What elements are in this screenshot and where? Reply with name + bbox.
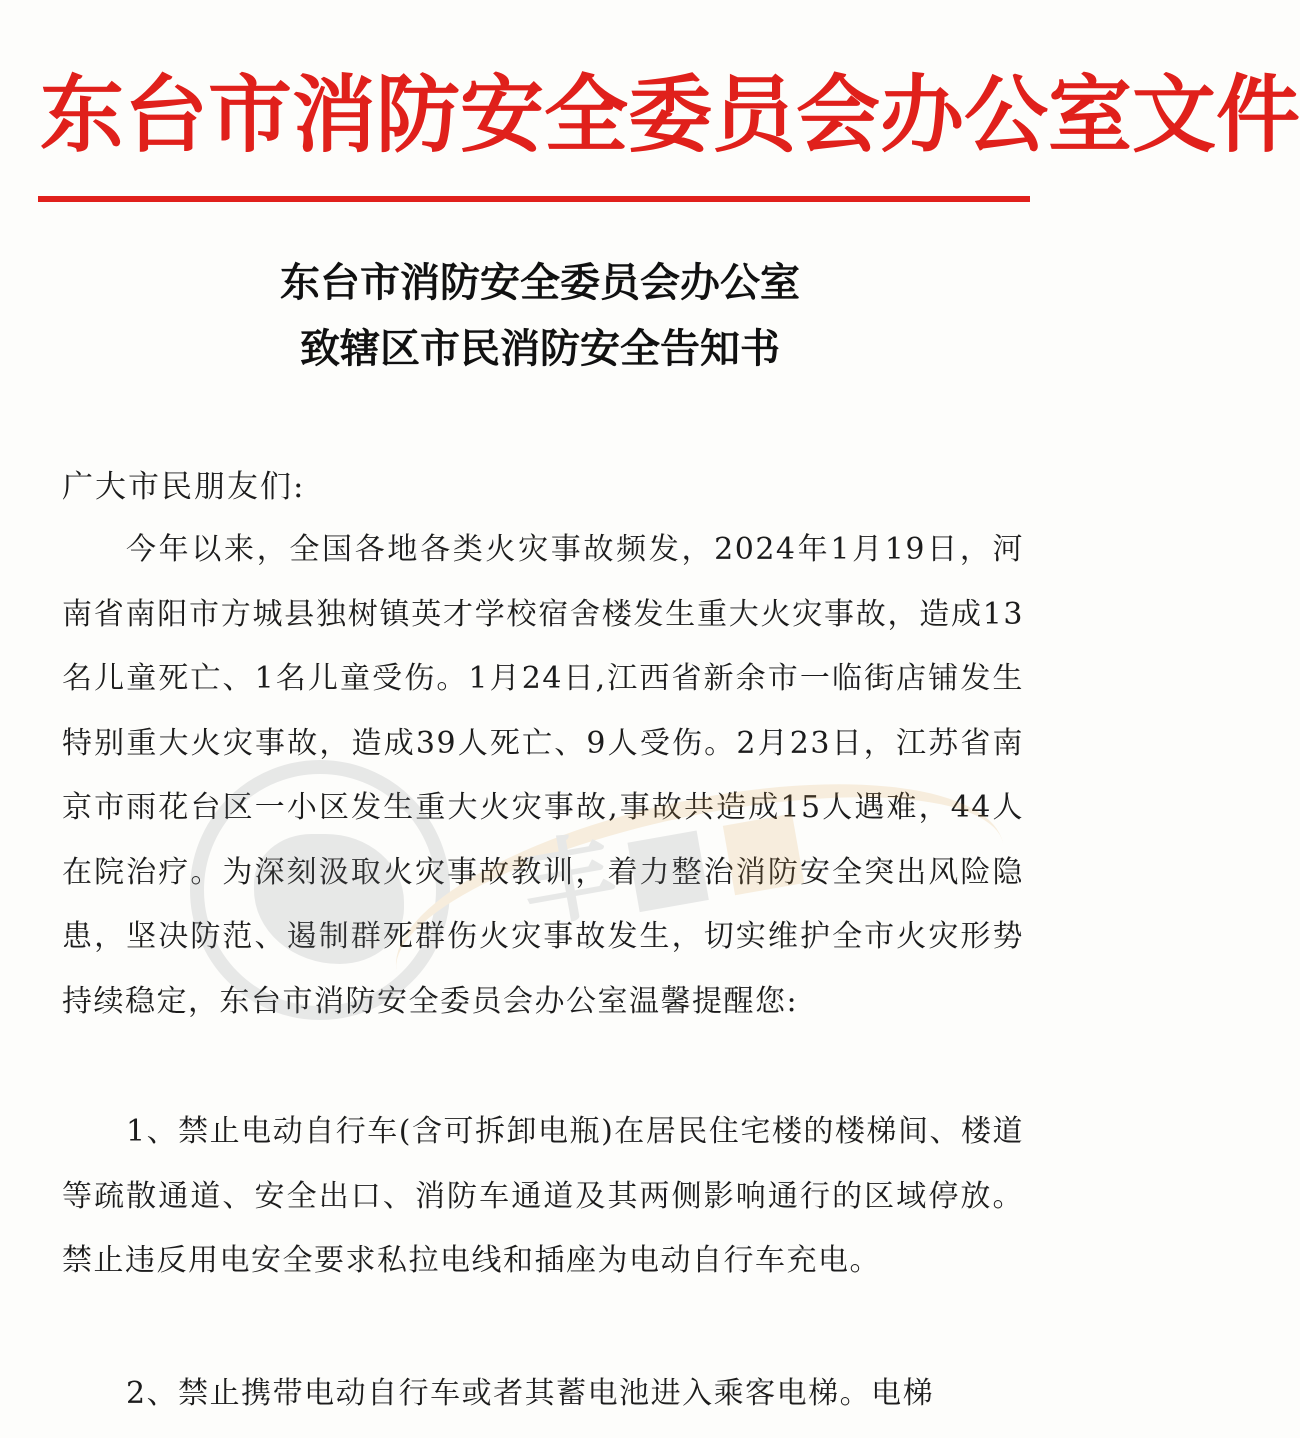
masthead-title: 东台市消防安全委员会办公室文件: [40, 66, 1300, 164]
document-title-line-2: 致辖区市民消防安全告知书: [300, 326, 780, 372]
document-title-line-1: 东台市消防安全委员会办公室: [280, 260, 800, 306]
document-title: [0, 250, 1080, 382]
paragraph-item-2: 2、禁止携带电动自行车或者其蓄电池进入乘客电梯。电梯: [126, 1376, 935, 1411]
salutation: 广大市民朋友们:: [62, 469, 306, 505]
paragraph-item-1: 1、禁止电动自行车(含可拆卸电瓶)在居民住宅楼的楼梯间、楼道等疏散通道、安全出口、消防车通道及其两侧影响通行的区域停放。禁止违反用电安全要求私拉电线和插座为电动自行车充电。: [62, 1114, 1024, 1278]
masthead-red-rule: [38, 196, 1030, 202]
paragraph-intro: 今年以来，全国各地各类火灾事故频发，2024年1月19日，河南省南阳市方城县独树镇英才学校宿舍楼发生重大火灾事故，造成13名儿童死亡、1名儿童受伤。1月24日,江西省新余市一临街店铺发生特别重大火灾事故，造成39人死亡、9人受伤。2月23日，江苏省南京市雨花台区一小区发生重大火灾事故,事故共造成15人遇难，44人在院治疗。为深刻汲取火灾事故教训，着力整治消防安全突出风险隐患，坚决防范、遏制群死群伤火灾事故发生，切实维护全市火灾形势持续稳定，东台市消防安全委员会办公室温馨提醒您:: [62, 532, 1024, 1019]
watermark-glyphs: 丰■■: [514, 785, 825, 942]
